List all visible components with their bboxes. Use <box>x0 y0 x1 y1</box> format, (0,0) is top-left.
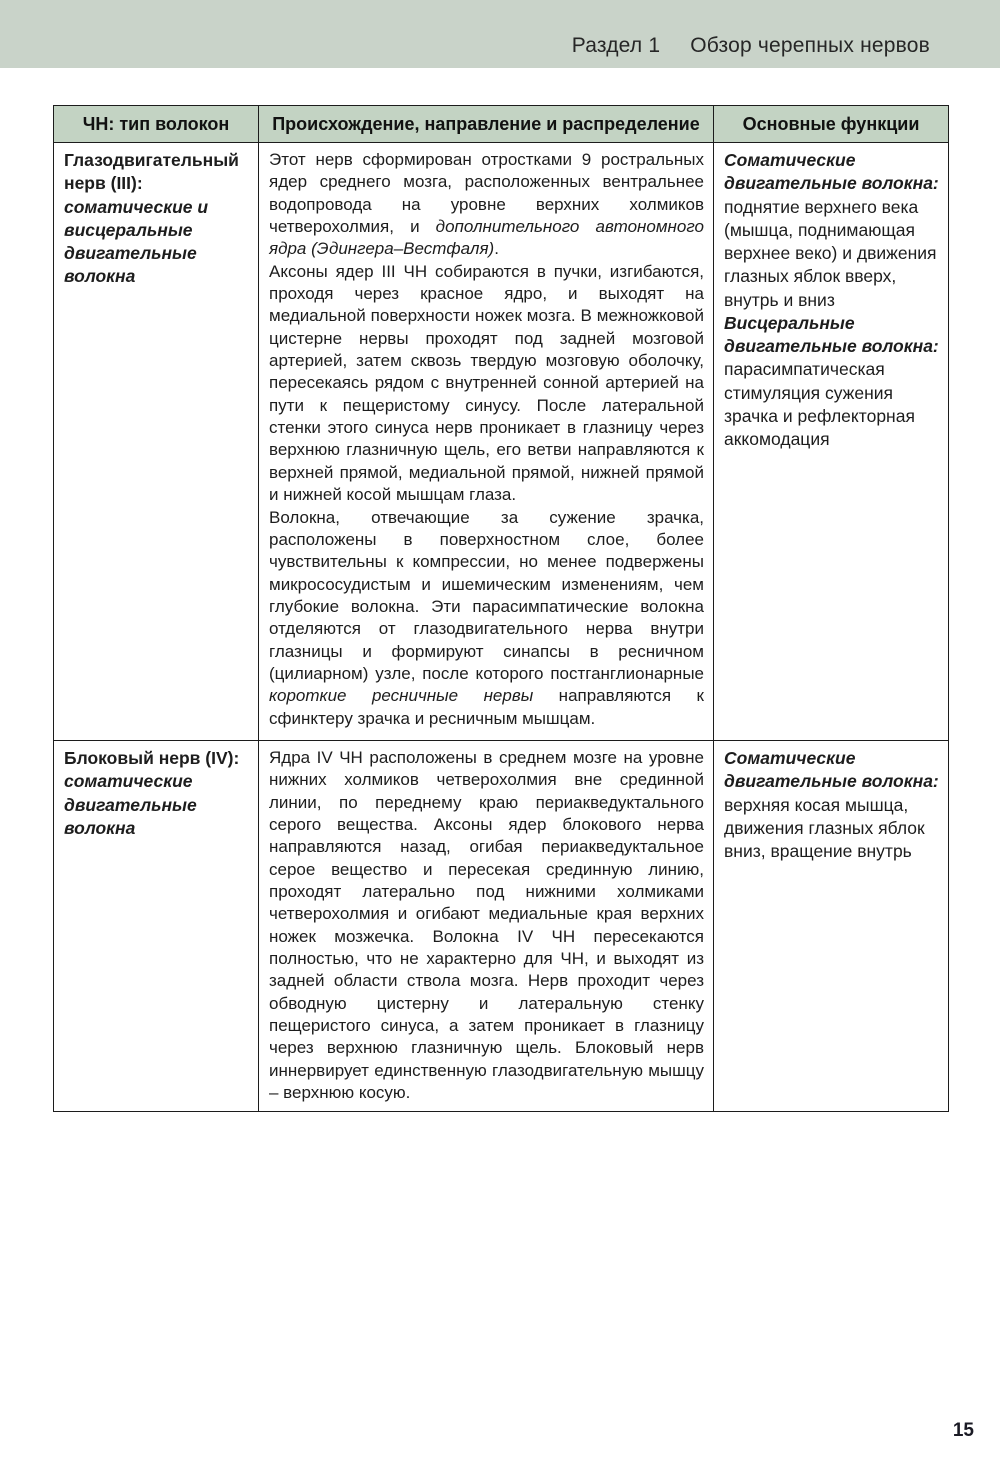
col-header-nerve-type: ЧН: тип волокон <box>54 106 259 143</box>
chapter-title: Обзор черепных нервов <box>690 34 930 57</box>
col-header-functions: Основные функции <box>714 106 949 143</box>
col-header-origin: Происхождение, направление и распределение <box>259 106 714 143</box>
cranial-nerves-table <box>53 105 949 1112</box>
cell-origin-iv: Ядра IV ЧН расположены в среднем мозге на уровне нижних холмиков четверохолмия вне срединной линии, по переднему краю периакведуктального серого вещества. Аксоны ядер блокового нерва направляются назад, огибая периакведуктальное серое вещество и пересекая срединную линию, проходят латерально под нижними холмиками четверохолмия и огибают медиальные края верхних ножек мозжечка. Волокна IV ЧН пересекаются полностью, что не характерно для ЧН, и выходят из задней области ствола мозга. Нерв проходит через обводную цистерну и латеральную стенку пещеристого синуса, а затем проникает в глазницу через верхнюю глазничную щель. Блоковый нерв иннервирует единственную глазодвигательную мышцу – верхнюю косую. <box>259 741 714 1112</box>
cell-origin-iii: Этот нерв сформирован отростками 9 ростральных ядер среднего мозга, расположенных вентральнее водопровода на уровне верхних холмиков четверохолмия, и дополнительного автономного ядра (Эдингера–Вестфаля). Аксоны ядер III ЧН собираются в пучки, изгибаются, проходя через красное ядро, и выходят на медиальной поверхности ножек мозга. В межножковой цистерне нервы проходят под задней мозговой артерией, затем сквозь твердую мозговую оболочку, пересекаясь рядом с внутренней сонной артерией на пути к пещеристому синусу. После латеральной стенки этого синуса нерв проникает в глазницу через верхнюю глазничную щель, его ветви направляются к верхней прямой, медиальной прямой, нижней прямой и нижней косой мышцам глаза. Волокна, отвечающие за сужение зрачка, расположены в поверхностном слое, более чувствительны к компрессии, но менее подвержены микрососудистым и ишемическим изменениям, чем глубокие волокна. Эти парасимпатические волокна отделяются от глазодвигательного нерва внутри глазницы и формируют синапсы в ресничном (цилиарном) узле, после которого постганглионарные короткие ресничные нервы направляются к сфинктеру зрачка и ресничным мышцам. <box>259 143 714 741</box>
cell-nerve-type-iii: Глазодвигательный нерв (III): соматические и висцеральные двигательные волокна <box>54 143 259 741</box>
cell-functions-iv: Соматические двигательные волокна: верхняя косая мышца, движения глазных яблок вниз, вращение внутрь <box>714 741 949 1112</box>
section-header-bar <box>0 0 1000 68</box>
cell-functions-iii: Соматические двигательные волокна: поднятие верхнего века (мышца, поднимающая верхнее веко) и движения глазных яблок вверх, внутрь и вниз Висцеральные двигательные волокна: парасимпатическая стимуляция сужения зрачка и рефлекторная аккомодация <box>714 143 949 741</box>
table-row-oculomotor <box>54 143 949 741</box>
page-number: 15 <box>952 1420 974 1441</box>
cell-nerve-type-iv: Блоковый нерв (IV): соматические двигательные волокна <box>54 741 259 1112</box>
table-row-trochlear <box>54 741 949 1112</box>
section-label: Раздел 1 <box>571 34 661 57</box>
table-header-row <box>54 106 949 143</box>
